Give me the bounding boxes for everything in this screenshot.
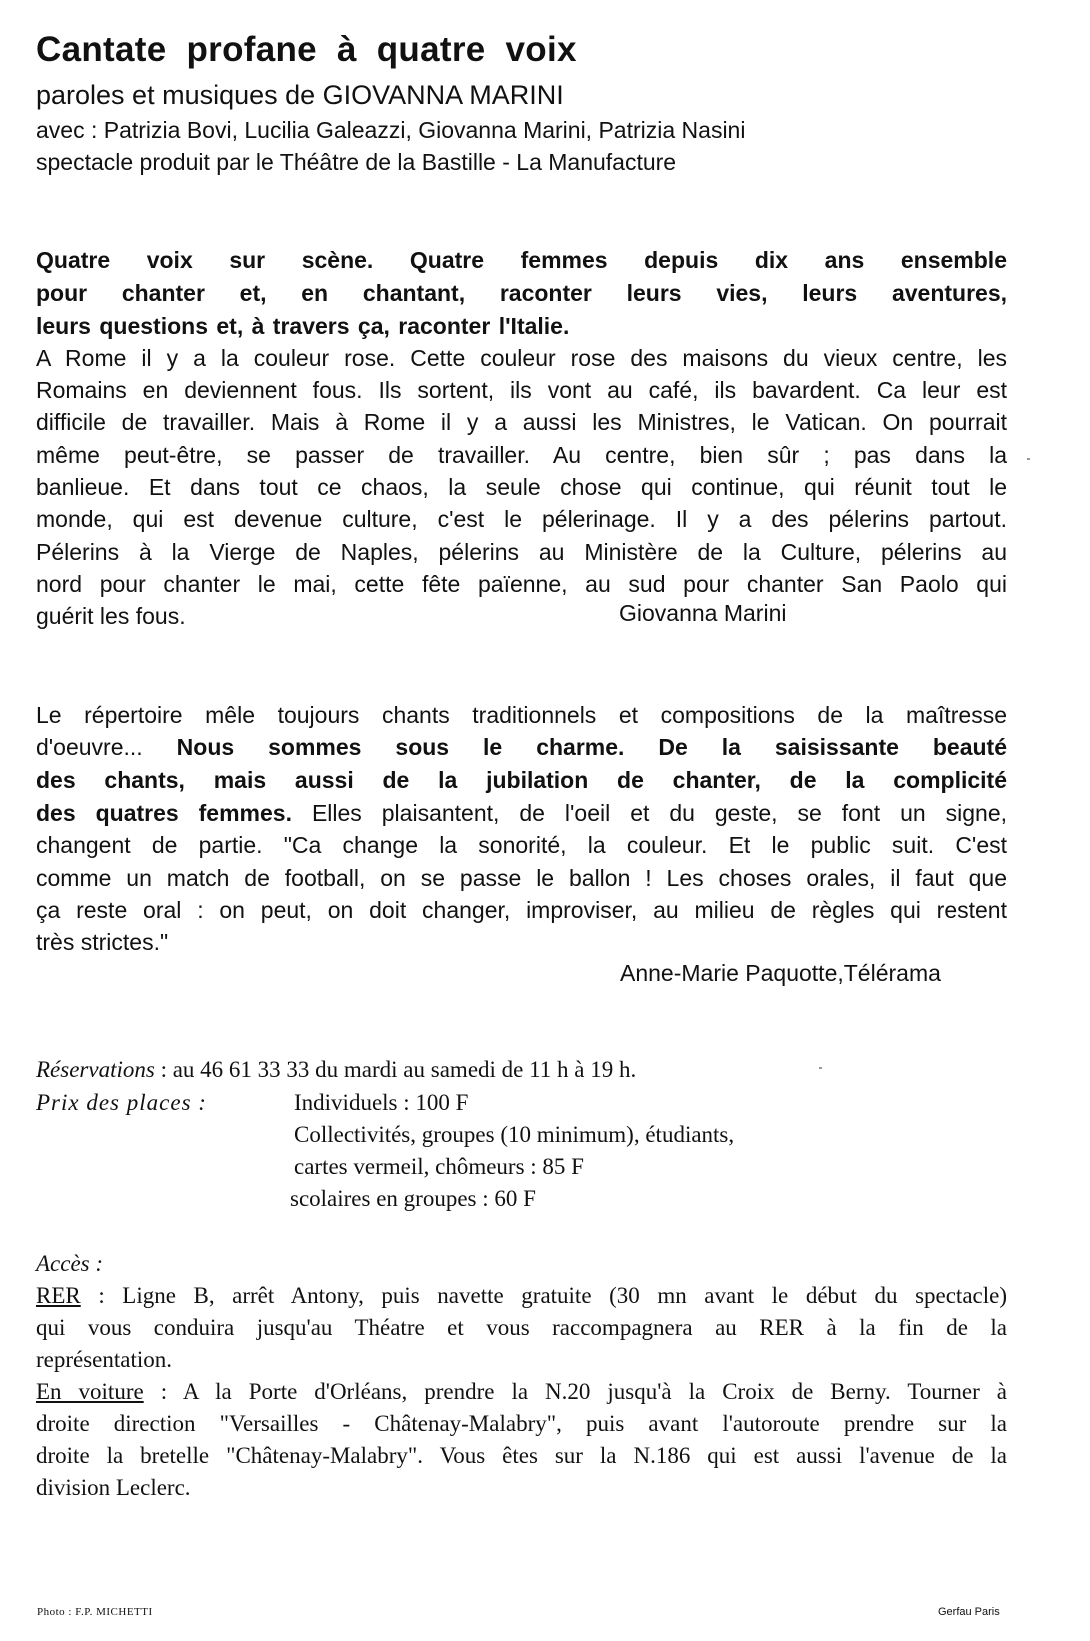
intro-line: banlieue. Et dans tout ce chaos, la seule chose qui continue, qui réunit tout le — [36, 474, 1007, 500]
review-text: d'oeuvre... — [36, 734, 143, 760]
intro-line: Pélerins à la Vierge de Naples, pélerins au Ministère de la Culture, pélerins au — [36, 539, 1007, 565]
rer-line: qui vous conduira jusqu'au Théatre et vous raccompagnera au RER à la fin de la — [36, 1315, 1007, 1340]
intro-bold-line: leurs questions et, à travers ça, raconter l'Italie. — [36, 313, 570, 339]
rer-line — [36, 1281, 1007, 1311]
intro-bold-line: Quatre voix sur scène. Quatre femmes depuis dix ans ensemble — [36, 247, 1007, 273]
review-line: Le répertoire mêle toujours chants traditionnels et compositions de la maîtresse — [36, 702, 1007, 728]
intro-line: Romains en deviennent fous. Ils sortent, ils vont au café, ils bavardent. Ca leur est — [36, 377, 1007, 403]
producer-line: spectacle produit par le Théâtre de la Bastille - La Manufacture — [36, 149, 677, 175]
scan-speck — [1027, 458, 1030, 460]
price-item: Collectivités, groupes (10 minimum), étudiants, — [294, 1122, 735, 1147]
page-title: Cantate profane à quatre voix — [36, 30, 577, 69]
intro-line: difficile de travailler. Mais à Rome il y a aussi les Ministres, le Vatican. On pourrait — [36, 409, 1007, 435]
reservations-line — [36, 1055, 1007, 1085]
intro-bold-line: pour chanter et, en chantant, raconter leurs vies, leurs aventures, — [36, 280, 1007, 306]
review-text: Elles plaisantent, de l'oeil et du geste, se font un signe, — [311, 800, 1008, 826]
review-line — [36, 731, 1007, 763]
prices-label: Prix des places : — [36, 1090, 207, 1115]
car-line: division Leclerc. — [36, 1475, 191, 1500]
review-line: très strictes." — [36, 929, 169, 955]
car-text: : A la Porte d'Orléans, prendre la N.20 jusqu'à la Croix de Berny. Tourner à — [160, 1379, 1008, 1404]
price-item: Individuels : 100 F — [294, 1090, 469, 1115]
review-line: comme un match de football, on se passe le ballon ! Les choses orales, il faut que — [36, 865, 1007, 891]
review-bold-line: des chants, mais aussi de la jubilation de chanter, de la complicité — [36, 767, 1007, 793]
intro-line: monde, qui est devenue culture, c'est le pélerinage. Il y a des pélerins partout. — [36, 506, 1007, 532]
reservations-label: Réservations — [36, 1057, 155, 1082]
intro-line: guérit les fous. — [36, 603, 186, 629]
car-line — [36, 1377, 1007, 1407]
review-line — [36, 797, 1007, 829]
cast-line: avec : Patrizia Bovi, Lucilia Galeazzi, Giovanna Marini, Patrizia Nasini — [36, 117, 746, 143]
review-signature: Anne-Marie Paquotte,Télérama — [620, 960, 941, 986]
car-line: droite la bretelle "Châtenay-Malabry". Vous êtes sur la N.186 qui est aussi l'avenue de la — [36, 1443, 1007, 1468]
rer-label: RER — [36, 1283, 81, 1308]
review-line: changent de partie. "Ca change la sonorité, la couleur. Et le public suit. C'est — [36, 832, 1007, 858]
car-label: En voiture — [36, 1379, 144, 1404]
intro-line: même peut-être, se passer de travailler. Au centre, bien sûr ; pas dans la — [36, 442, 1007, 468]
intro-line: A Rome il y a la couleur rose. Cette couleur rose des maisons du vieux centre, les — [36, 345, 1007, 371]
car-line: droite direction "Versailles - Châtenay-Malabry", puis avant l'autoroute prendre sur la — [36, 1411, 1007, 1436]
printer-credit: Gerfau Paris — [938, 1606, 1000, 1618]
scan-speck — [819, 1067, 822, 1069]
subtitle: paroles et musiques de GIOVANNA MARINI — [36, 80, 564, 110]
intro-signature: Giovanna Marini — [619, 600, 787, 626]
rer-line: représentation. — [36, 1347, 173, 1372]
review-line: ça reste oral : on peut, on doit changer, improviser, au milieu de règles qui restent — [36, 897, 1007, 923]
price-item: cartes vermeil, chômeurs : 85 F — [294, 1154, 584, 1179]
review-bold-text: Nous sommes sous le charme. De la saisissante beauté — [176, 734, 1007, 760]
price-item: scolaires en groupes : 60 F — [290, 1186, 536, 1211]
reservations-text: : au 46 61 33 33 du mardi au samedi de 11 h à 19 h. — [160, 1057, 637, 1082]
intro-line: nord pour chanter le mai, cette fête païenne, au sud pour chanter San Paolo qui — [36, 571, 1007, 597]
review-bold-text: des quatres femmes. — [36, 800, 292, 826]
photo-credit: Photo : F.P. MICHETTI — [37, 1606, 153, 1618]
rer-text: : Ligne B, arrêt Antony, puis navette gratuite (30 mn avant le début du spectacle) — [98, 1283, 1007, 1308]
access-label: Accès : — [36, 1251, 104, 1276]
